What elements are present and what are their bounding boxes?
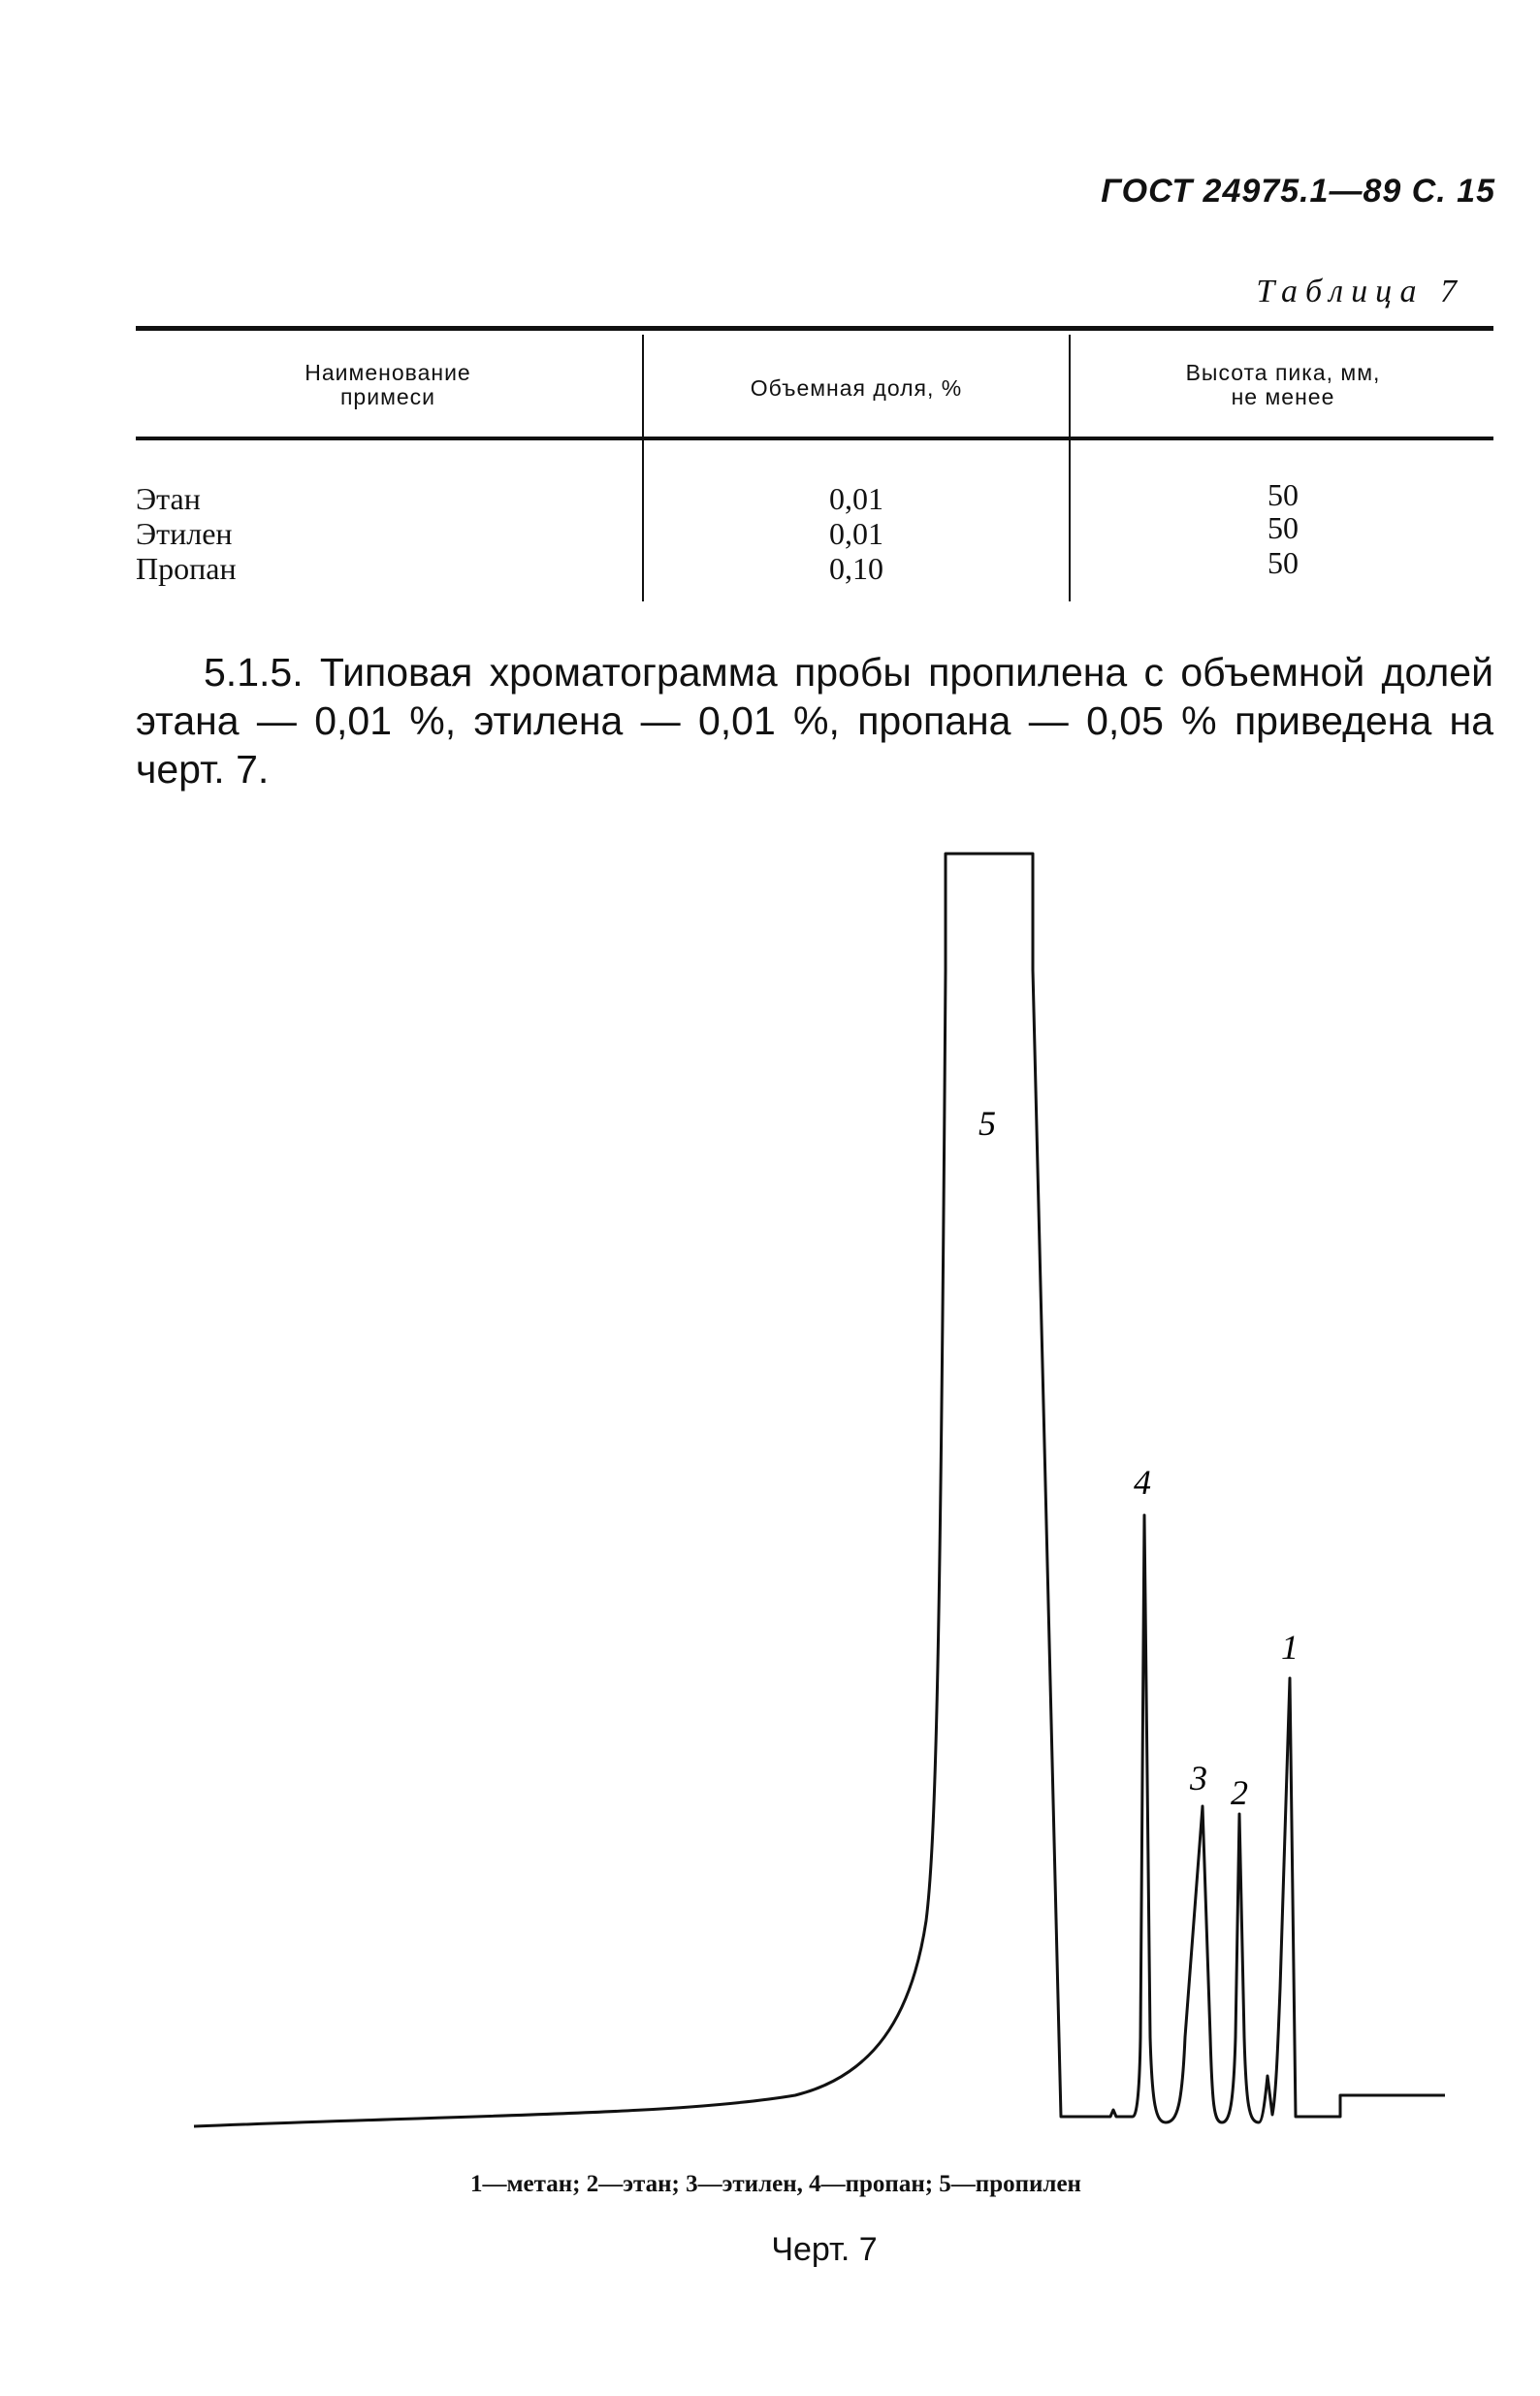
row-fraction: 0,01 [829,516,883,551]
row-fraction: 0,10 [829,551,883,586]
row-height: 50 [1267,477,1299,512]
column-header-line: не менее [1231,384,1335,409]
column-header-line: примеси [339,384,436,409]
column-header-line: Наименование [305,360,471,385]
table-caption: Таблица 7 [1256,274,1464,309]
chromatogram-trace [194,854,1445,2126]
page-header: ГОСТ 24975.1—89 С. 15 [1101,173,1495,210]
row-name: Этан [136,481,201,516]
column-header-line: Объемная доля, % [750,375,963,401]
peak-label: 5 [979,1104,996,1143]
row-name: Этилен [136,516,233,551]
figure-caption: Черт. 7 [771,2231,878,2268]
peak-label: 3 [1190,1759,1207,1797]
figure-legend: 1—метан; 2—этан; 3—этилен, 4—пропан; 5—пропилен [470,2171,1081,2197]
row-height: 50 [1267,545,1299,580]
peak-label: 2 [1231,1773,1248,1812]
body-paragraph: 5.1.5. Типовая хроматограмма пробы пропилена с объемной долей этана — 0,01 %, этилена — 0,01 %, пропана — 0,05 % приведена на черт. 7. [136,650,1493,792]
peak-label: 1 [1281,1628,1299,1667]
row-fraction: 0,01 [829,481,883,516]
row-name: Пропан [136,551,237,586]
row-height: 50 [1267,510,1299,545]
peak-label: 4 [1134,1463,1151,1502]
column-header-line: Высота пика, мм, [1185,360,1381,385]
